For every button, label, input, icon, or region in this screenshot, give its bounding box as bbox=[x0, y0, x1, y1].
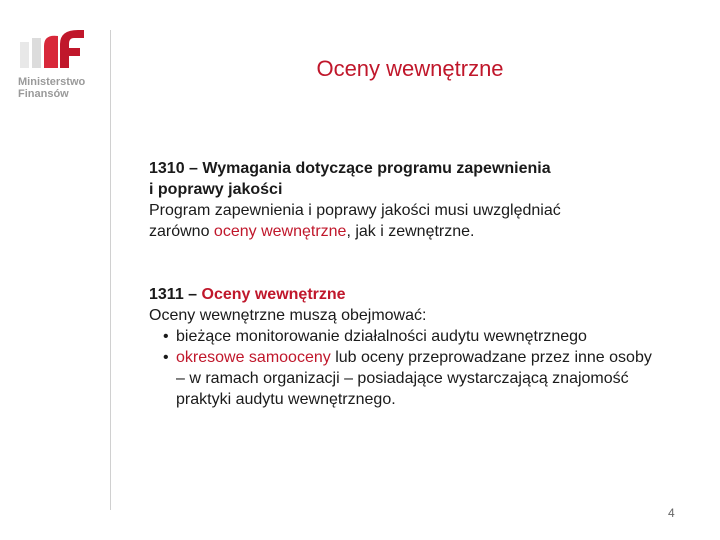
logo-line-2: Finansów bbox=[18, 88, 69, 100]
logo-line-1: Ministerstwo bbox=[18, 76, 86, 88]
section2-bullet-list bbox=[149, 326, 659, 410]
ministry-logo bbox=[14, 28, 104, 100]
list-item bbox=[159, 326, 659, 347]
section2-heading bbox=[149, 284, 659, 305]
section1-text-line2-c: , jak i zewnętrzne. bbox=[346, 223, 475, 240]
section1-heading-line1: 1310 – Wymagania dotyczące programu zapewnienia bbox=[149, 160, 551, 177]
slide-content bbox=[149, 158, 659, 410]
bullet1-text: bieżące monitorowanie działalności audytu wewnętrznego bbox=[176, 328, 587, 345]
slide-title: Oceny wewnętrzne bbox=[316, 56, 504, 81]
bullet2-highlight: okresowe samooceny bbox=[176, 349, 331, 366]
page-number: 4 bbox=[668, 506, 675, 520]
mf-logo-mark-icon bbox=[14, 28, 100, 72]
vertical-divider bbox=[110, 30, 111, 510]
section2-heading-title: Oceny wewnętrzne bbox=[201, 286, 346, 303]
bullet2-text: lub oceny przeprowadzane przez inne osoby – w ramach organizacji – posiadające wystarczającą znajomość praktyki audytu wewnętrznego. bbox=[176, 349, 652, 408]
section2-intro: Oceny wewnętrzne muszą obejmować: bbox=[149, 307, 427, 324]
section1-text-line2-a: zarówno bbox=[149, 223, 214, 240]
section1-heading-line2: i poprawy jakości bbox=[149, 181, 283, 198]
section1-text-line1: Program zapewnienia i poprawy jakości musi uwzględniać bbox=[149, 202, 561, 219]
section2-heading-number: 1311 – bbox=[149, 286, 202, 303]
list-item bbox=[159, 347, 659, 410]
section1-highlight: oceny wewnętrzne bbox=[213, 223, 347, 240]
section1-text-line2 bbox=[149, 221, 659, 242]
